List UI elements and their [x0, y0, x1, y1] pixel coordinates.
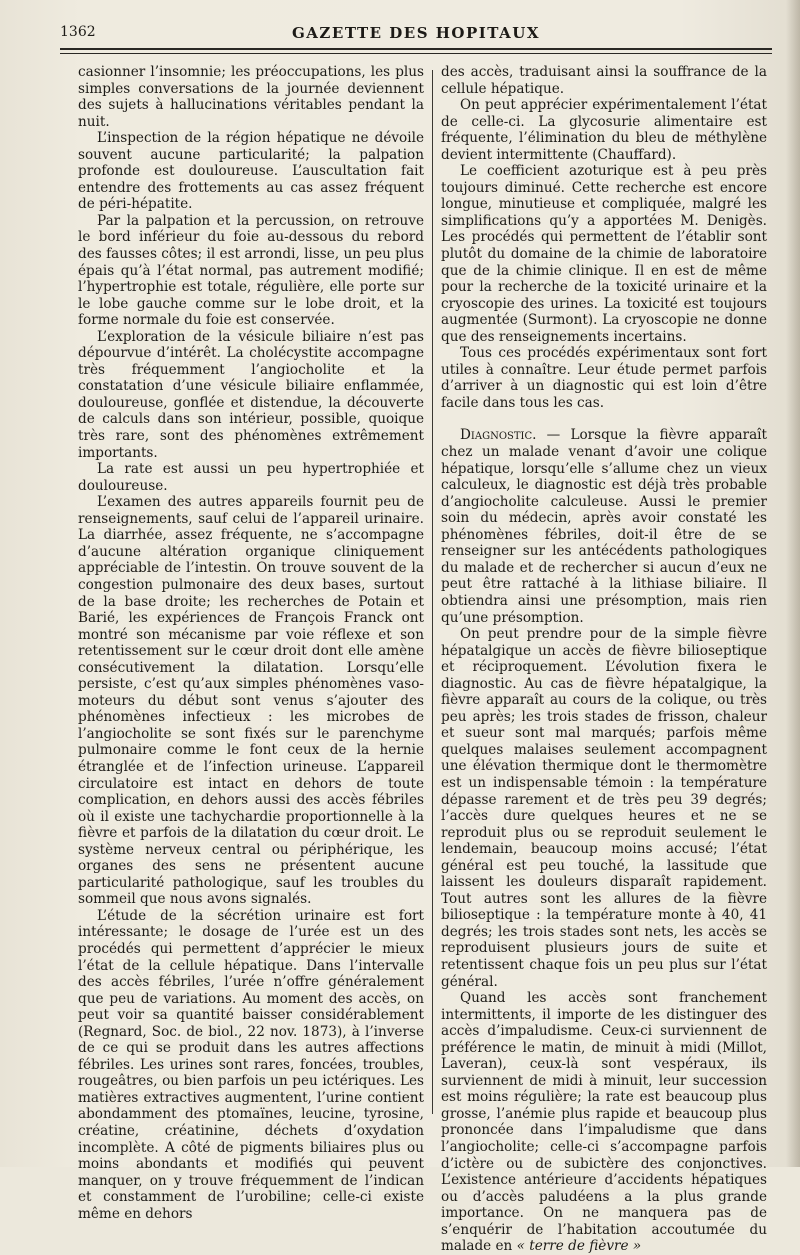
- header-rule-thick: [60, 48, 772, 50]
- paragraph: Le coefficient azoturique est à peu près toujours diminué. Cette recherche est encore longue, minutieuse et compliquée, malgré les simplifications qu’y a apportées M. Denigès. Les procédés qui permettent de l’établir sont plutôt du domaine de la chimie de laboratoire que de la chimie clinique. Il en est de même pour la recherche de la toxicité urinaire et la cryoscopie des urines. La toxicité est toujours augmentée (Surmont). La cryoscopie ne donne que des renseignements incertains.: [441, 163, 767, 345]
- paragraph: L’exploration de la vésicule biliaire n’est pas dépourvue d’intérêt. La cholécystite accompagne très fréquemment l’angiocholite et la constatation d’une vésicule biliaire enflammée, douloureuse, gonflée et distendue, la découverte de calculs dans son intérieur, possible, quoique très rare, sont des phénomènes extrêmement importants.: [78, 328, 424, 461]
- paragraph: On peut prendre pour de la simple fièvre hépatalgique un accès de fièvre bilioseptique et réciproquement. L’évolution fixera le diagnostic. Au cas de fièvre hépatalgique, la fièvre apparaît au cours de la colique, ou très peu après; les trois stades de frisson, chaleur et sueur sont mal marqués; parfois même quelques malaises seulement accompagnent une élévation thermique dont le thermomètre est un indispensable témoin : la température dépasse rarement et de très peu 39 degrés; l’accès dure quelques heures et ne se reproduit plus ou se reproduit seulement le lendemain, beaucoup moins accusé; l’état général est peu touché, la lassitude que laissent les douleurs disparaît rapidement. Tout autres sont les allures de la fièvre bilioseptique : la température monte à 40, 41 degrés; les trois stades sont nets, les accès se reproduisent plusieurs jours de suite et retentissent chaque fois un peu plus sur l’état général.: [441, 626, 767, 990]
- closing-quote: « terre de fièvre »: [516, 1238, 642, 1255]
- paragraph: L’examen des autres appareils fournit peu de renseignements, sauf celui de l’appareil urinaire. La diarrhée, assez fréquente, ne s’accompagne d’aucune altération organique cliniquement appréciable de l’intestin. On trouve souvent de la congestion pulmonaire des deux bases, surtout de la base droite; les recherches de Potain et Barié, les expériences de François Franck ont montré son mécanisme par voie réflexe et son retentissement sur le cœur droit dont elle amène consécutivement la dilatation. Lorsqu’elle persiste, c’est qu’aux simples phénomènes vaso-moteurs du début sont venus s’ajouter des phénomènes infectieux : les microbes de l’angiocholite se sont fixés sur le parenchyme pulmonaire comme le font ceux de la hernie étranglée et de l’infection urineuse. L’appareil circulatoire est intact en dehors de toute complication, en dehors aussi des accès fébriles où il existe une tachychardie proportionnelle à la fièvre et parfois de la dilatation du cœur droit. Le système nerveux central ou périphérique, les organes des sens ne présentent aucune particularité pathologique, sauf les troubles du sommeil que nous avons signalés.: [78, 494, 424, 908]
- paragraph: Tous ces procédés expérimentaux sont fort utiles à connaître. Leur étude permet parfois d’arriver à un diagnostic qui est loin d’être facile dans tous les cas.: [441, 345, 767, 411]
- right-column: [441, 64, 767, 1255]
- column-divider: [432, 70, 433, 1114]
- journal-title: GAZETTE DES HOPITAUX: [291, 24, 540, 42]
- paragraph: On peut apprécier expérimentalement l’état de celle-ci. La glycosurie alimentaire est fréquente, l’élimination du bleu de méthylène devient intermittente (Chauffard).: [441, 97, 767, 163]
- header-rule-thin: [60, 53, 772, 54]
- paragraph-text: — Lorsque la fièvre apparaît chez un malade venant d’avoir une colique hépatique, lorsqu’elle s’allume chez un vieux calculeux, le diagnostic est déjà très probable d’angiocholite calculeuse. Aussi le premier soin du médecin, après avoir constaté les phénomènes fébriles, doit-il être de se renseigner sur les antécédents pathologiques du malade et de rechercher si aucun d’eux ne peut être rattaché à la lithiase biliaire. Il obtiendra ainsi une présomption, mais rien qu’une présomption.: [441, 427, 767, 626]
- page-header: [60, 24, 772, 46]
- left-column: [78, 64, 424, 1222]
- page-edge-shadow: [786, 0, 800, 1167]
- paragraph: casionner l’insomnie; les préoccupations, les plus simples conversations de la journée deviennent des sujets à hallucinations véritables pendant la nuit.: [78, 64, 424, 130]
- page-number: 1362: [60, 24, 96, 40]
- section-heading-diagnostic: Diagnostic.: [460, 427, 537, 444]
- paragraph: des accès, traduisant ainsi la souffrance de la cellule hépatique.: [441, 64, 767, 97]
- paragraph: Par la palpation et la percussion, on retrouve le bord inférieur du foie au-dessous du rebord des fausses côtes; il est arrondi, lisse, un peu plus épais qu’à l’état normal, pas autrement modifié; l’hypertrophie est totale, régulière, elle porte sur le lobe gauche comme sur le lobe droit, et la forme normale du foie est conservée.: [78, 212, 424, 329]
- paragraph-text: Quand les accès sont franchement intermittents, il importe de les distinguer des accès d’impaludisme. Ceux-ci surviennent de préférence le matin, de minuit à midi (Millot, Laveran), ceux-là sont vespéraux, ils surviennent de midi à minuit, leur succession est moins régulière; la rate est beaucoup plus grosse, l’anémie plus rapide et beaucoup plus prononcée dans l’impaludisme que dans l’angiocholite; celle-ci s’accompagne parfois d’ictère ou de subictère des conjonctives. L’existence antérieure d’accidents hépatiques ou d’accès paludéens a la plus grande importance. On ne manquera pas de s’enquérir de l’habitation accoutumée du malade en: [441, 990, 767, 1255]
- paragraph: L’inspection de la région hépatique ne dévoile souvent aucune particularité; la palpation profonde est douloureuse. L’auscultation fait entendre des frottements au cas assez fréquent de péri-hépatite.: [78, 130, 424, 213]
- paragraph: La rate est aussi un peu hypertrophiée et douloureuse.: [78, 461, 424, 494]
- diagnostic-paragraph: [441, 427, 767, 626]
- paragraph: L’étude de la sécrétion urinaire est fort intéressante; le dosage de l’urée est un des procédés qui permettent d’apprécier le mieux l’état de la cellule hépatique. Dans l’intervalle des accès fébriles, l’urée n’offre généralement que peu de variations. Au moment des accès, on peut voir sa quantité baisser considérablement (Regnard, Soc. de biol., 22 nov. 1873), à l’inverse de ce qui se produit dans les autres affections fébriles. Les urines sont rares, foncées, troubles, rougeâtres, ou bien parfois un peu ictériques. Les matières extractives augmentent, l’urine contient abondamment des ptomaïnes, leucine, tyrosine, créatine, créatinine, déchets d’oxydation incomplète. A côté de pigments biliaires plus ou moins abondants et modifiés qui peuvent manquer, on y trouve fréquemment de l’indican et constamment de l’urobiline; celle-ci existe même en dehors: [78, 907, 424, 1222]
- paragraph: [441, 990, 767, 1255]
